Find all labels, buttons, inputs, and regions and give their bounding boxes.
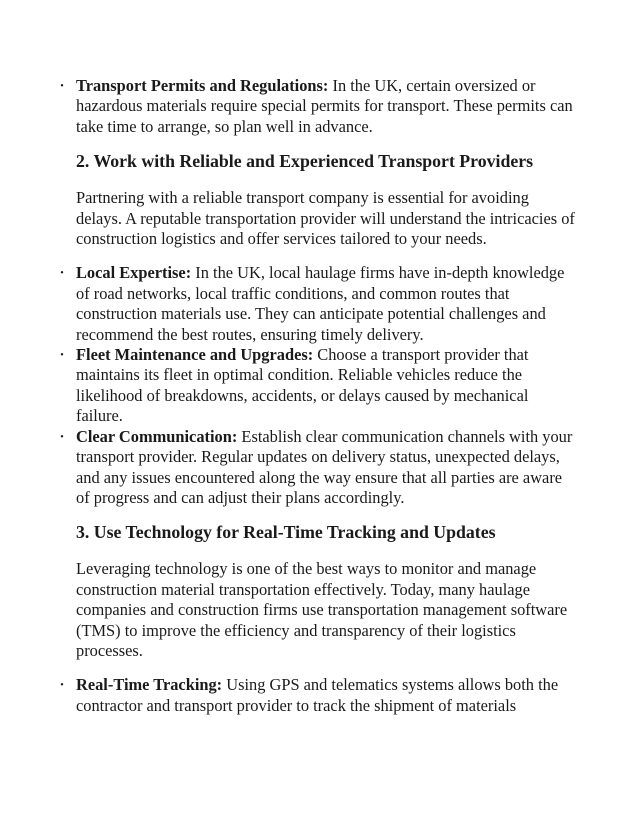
list-item [56, 345, 578, 427]
bullet-text: Establish clear communication channels with your transport provider. Regular updates on delivery status, unexpected delays, and any issues encountered along the way ensure that all parties are aware of progress and can adjust their plans accordingly. [76, 426, 573, 507]
permits-bullet-list [56, 76, 578, 137]
section-heading: 2. Work with Reliable and Experienced Transport Providers [76, 151, 534, 172]
bullet-title: Local Expertise: [76, 263, 192, 283]
providers-bullet-list [56, 263, 578, 508]
section-heading: 3. Use Technology for Real-Time Tracking and Updates [76, 522, 496, 543]
bullet-icon: • [60, 431, 64, 443]
bullet-title: Clear Communication: [76, 426, 238, 446]
bullet-text: Using GPS and telematics systems allows both the contractor and transport provider to track the shipment of materials [76, 675, 559, 715]
list-item [56, 427, 578, 509]
bullet-icon: • [60, 268, 64, 280]
bullet-icon: • [60, 680, 64, 692]
list-item [56, 263, 578, 345]
list-item [56, 675, 578, 716]
section-paragraph: Partnering with a reliable transport company is essential for avoiding delays. A reputable transportation provider will understand the intricacies of construction logistics and offer services tailored to your needs. [76, 188, 575, 249]
bullet-text: In the UK, certain oversized or hazardous materials require special permits for transport. These permits can take time to arrange, so plan well in advance. [76, 76, 573, 136]
bullet-text: In the UK, local haulage firms have in-depth knowledge of road networks, local traffic conditions, and common routes that construction materials use. They can anticipate potential challenges and recommend the best routes, ensuring timely delivery. [76, 263, 565, 344]
tracking-bullet-list [56, 675, 578, 716]
bullet-icon: • [60, 350, 64, 362]
section-paragraph: Leveraging technology is one of the best ways to monitor and manage construction material transportation effectively. Today, many haulage companies and construction firms use transportation management software (TMS) to improve the efficiency and transparency of their logistics processes. [76, 559, 568, 660]
bullet-title: Fleet Maintenance and Upgrades: [76, 345, 314, 365]
list-item [56, 76, 578, 137]
bullet-icon: • [60, 81, 64, 92]
bullet-text: Choose a transport provider that maintains its fleet in optimal condition. Reliable vehicles reduce the likelihood of breakdowns, accidents, or delays caused by mechanical failure. [76, 345, 529, 426]
bullet-title: Transport Permits and Regulations: [76, 76, 329, 95]
bullet-title: Real-Time Tracking: [76, 675, 223, 695]
